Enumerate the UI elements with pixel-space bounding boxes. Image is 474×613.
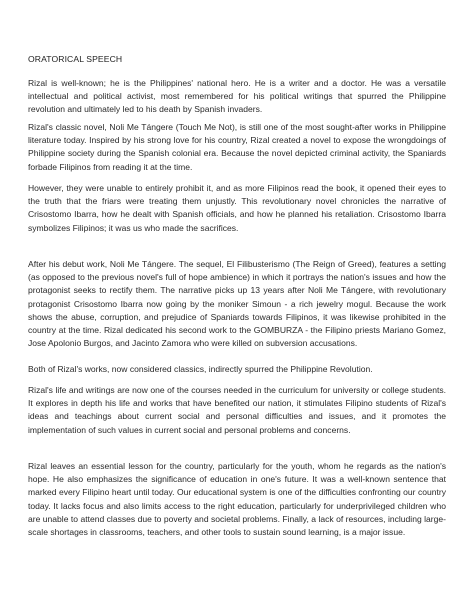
- paragraph-friars-injustice: However, they were unable to entirely prohibit it, and as more Filipinos read the book, it opened their eyes to the truth that the friars were treating them unjustly. This revolutionary novel chronicles the narrative of Crisostomo Ibarra, how he dealt with Spanish officials, and how he planned his retaliation. Crisostomo Ibarra symbolizes Filipinos; it was us who made the sacrifices.: [28, 183, 446, 233]
- paragraph-noli-me-tangere: Rizal's classic novel, Noli Me Tángere (Touch Me Not), is still one of the most sought-after works in Philippine literature today. Inspired by his strong love for his country, Rizal created a novel to expose the wrongdoings of Philippine society during the Spanish colonial era. Because the novel depicted criminal activity, the Spaniards forbade Filipinos from reading it at the time.: [28, 122, 446, 172]
- paragraph-intro: Rizal is well-known; he is the Philippines' national hero. He is a writer and a doctor. He was a versatile intellectual and political activist, most remembered for his political writings that spurred the Philippine revolution and ultimately led to his death by Spanish invaders.: [28, 78, 446, 115]
- document-title: ORATORICAL SPEECH: [28, 54, 123, 64]
- paragraph-el-filibusterismo: After his debut work, Noli Me Tángere. The sequel, El Filibusterismo (The Reign of Greed), features a setting (as opposed to the previous novel's full of hope ambience) in which it portrays the nation's issues and how the protagonist seeks to rectify them. The narrative picks up 13 years after Noli Me Tángere, with revolutionary protagonist Crisostomo Ibarra now going by the moniker Simoun - a rich jewelry mogul. Because the work shows the abuse, corruption, and prejudice of Spaniards towards Filipinos, it was likewise prohibited in the country at the time. Rizal dedicated his second work to the GOMBURZA - the Filipino priests Mariano Gomez, Jose Apolonio Burgos, and Jacinto Zamora who were killed on subversion accusations.: [28, 259, 446, 349]
- paragraph-revolution: Both of Rizal's works, now considered classics, indirectly spurred the Philippine Revolution.: [28, 364, 373, 374]
- paragraph-education-lesson: Rizal leaves an essential lesson for the country, particularly for the youth, whom he regards as the nation's hope. He also emphasizes the significance of education in one's future. It was a well-known sentence that marked every Filipino heart until today. Our educational system is one of the difficulties confronting our country today. It lacks focus and also limits access to the right education, particularly for underprivileged children who are unable to attend classes due to poverty and societal problems. Finally, a lack of resources, including large-scale shortages in classrooms, teachers, and other tools to sustain sound learning, is a major issue.: [28, 461, 446, 538]
- paragraph-curriculum: Rizal's life and writings are now one of the courses needed in the curriculum for university or college students. It explores in depth his life and works that have benefited our nation, it stimulates Filipino students of Rizal's ideas and teachings about current social and personal difficulties and issues, and it promotes the implementation of such values in current social and personal problems and concerns.: [28, 385, 446, 435]
